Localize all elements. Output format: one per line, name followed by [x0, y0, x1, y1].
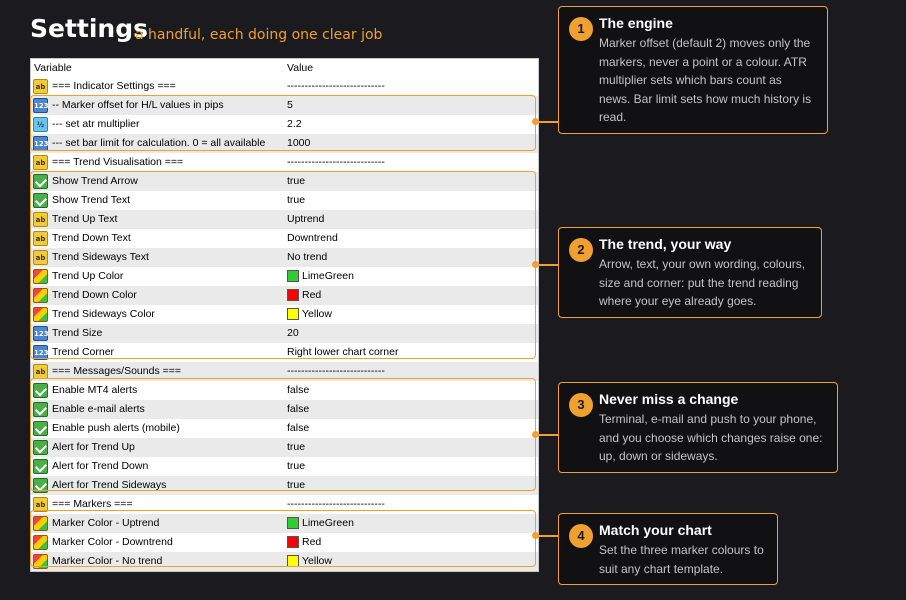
callout-number-badge: 1 [569, 17, 593, 41]
variable-value[interactable]: false [287, 384, 310, 396]
variable-name: Enable push alerts (mobile) [52, 422, 180, 434]
variable-name: === Messages/Sounds === [52, 365, 182, 377]
variable-name: Marker Color - Uptrend [52, 517, 160, 529]
variable-name: --- set atr multiplier [52, 118, 140, 130]
integer-type-icon: 123 [33, 136, 48, 151]
variable-name: Marker Color - Downtrend [52, 536, 173, 548]
callout-line: news. Bar limit sets how much history is [599, 91, 812, 106]
variable-value[interactable]: ---------------------------- [287, 156, 385, 168]
variable-value[interactable]: LimeGreen [302, 517, 354, 529]
connector-dot-1 [532, 118, 539, 125]
table-row[interactable] [31, 153, 538, 172]
variable-value[interactable]: true [287, 175, 306, 187]
variable-name: Trend Up Text [52, 213, 118, 225]
callout-title: The engine [599, 15, 673, 31]
variable-value[interactable]: Red [302, 536, 322, 548]
callout-line: Terminal, e-mail and push to your phone, [599, 412, 817, 426]
variable-name: Trend Size [52, 327, 103, 339]
callout-number-badge: 3 [569, 393, 593, 417]
callout-body [599, 541, 764, 578]
text-type-icon: ab [33, 250, 48, 265]
callout-body [599, 34, 811, 127]
variable-value[interactable]: No trend [287, 251, 328, 263]
column-header-variable: Variable [34, 62, 72, 74]
text-type-icon: ab [33, 497, 48, 512]
variable-value[interactable]: false [287, 422, 310, 434]
group-box-markers [30, 510, 536, 567]
variable-name: Marker Color - No trend [52, 555, 163, 567]
variable-value[interactable]: Yellow [302, 555, 332, 567]
variable-value[interactable]: Right lower chart corner [287, 346, 399, 358]
variable-name: Trend Corner [52, 346, 115, 358]
callout-line: markers, never a point or a colour. ATR [599, 54, 807, 69]
variable-value[interactable]: Red [302, 289, 322, 301]
variable-value[interactable]: ---------------------------- [287, 365, 385, 377]
variable-name: Trend Down Color [52, 289, 137, 301]
text-type-icon: ab [33, 79, 48, 94]
callout-number-badge: 2 [569, 238, 593, 262]
variable-value[interactable]: 1000 [287, 137, 311, 149]
callout-title: Never miss a change [599, 391, 739, 407]
variable-value[interactable]: Yellow [302, 308, 332, 320]
callout-trend [558, 227, 822, 318]
column-header-value: Value [287, 62, 314, 74]
integer-type-icon: 123 [33, 98, 48, 113]
variable-name: Trend Up Color [52, 270, 124, 282]
group-box-alerts [30, 378, 536, 491]
connector-dot-4 [532, 532, 539, 539]
text-type-icon: ab [33, 212, 48, 227]
variable-value[interactable]: 5 [287, 99, 293, 111]
callout-title: The trend, your way [599, 236, 732, 252]
variable-name: Show Trend Arrow [52, 175, 138, 187]
connector-line-1 [536, 121, 558, 123]
variable-name: Show Trend Text [52, 194, 131, 206]
double-type-icon: ½ [33, 117, 48, 132]
variable-value[interactable]: Uptrend [287, 213, 325, 225]
callout-line: and you choose which changes raise one: [599, 430, 823, 445]
variable-value[interactable]: LimeGreen [302, 270, 354, 282]
connector-dot-2 [532, 261, 539, 268]
callout-engine [558, 6, 828, 134]
variable-name: Alert for Trend Up [52, 441, 135, 453]
variable-value[interactable]: false [287, 403, 310, 415]
variable-name: -- Marker offset for H/L values in pips [52, 99, 224, 111]
table-row[interactable] [31, 77, 538, 96]
variable-value[interactable]: true [287, 479, 306, 491]
variable-name: Alert for Trend Sideways [52, 479, 167, 491]
callout-title: Match your chart [599, 522, 712, 538]
variable-name: Trend Sideways Text [52, 251, 149, 263]
variable-value[interactable]: ---------------------------- [287, 498, 385, 510]
connector-line-4 [536, 535, 558, 537]
callout-line: read. [599, 110, 627, 124]
variable-value[interactable]: ---------------------------- [287, 80, 385, 92]
variable-name: Trend Sideways Color [52, 308, 155, 320]
group-box-trend [30, 171, 536, 359]
variable-name: --- set bar limit for calculation. 0 = all available [52, 137, 266, 149]
variable-name: === Markers === [52, 498, 133, 510]
callout-line: Marker offset (default 2) moves only the [599, 36, 811, 50]
callout-line: up, down or sideways. [599, 449, 718, 463]
callout-markers [558, 513, 778, 585]
variable-name: === Trend Visualisation === [52, 156, 184, 168]
callout-line: where your eye already goes. [599, 294, 757, 308]
variable-name: Enable MT4 alerts [52, 384, 138, 396]
variable-value[interactable]: true [287, 194, 306, 206]
connector-dot-3 [532, 431, 539, 438]
variable-value[interactable]: 20 [287, 327, 299, 339]
group-box-engine [30, 95, 536, 151]
text-type-icon: ab [33, 364, 48, 379]
integer-type-icon: 123 [33, 326, 48, 341]
variable-value[interactable]: true [287, 441, 306, 453]
integer-type-icon: 123 [33, 345, 48, 360]
page-subtitle: a handful, each doing one clear job [135, 27, 383, 43]
page-title: Settings [30, 14, 149, 43]
callout-line: multiplier sets which bars count as [599, 73, 782, 87]
callout-line: Arrow, text, your own wording, colours, [599, 257, 806, 271]
text-type-icon: ab [33, 231, 48, 246]
callout-alerts [558, 382, 838, 473]
variable-name: Enable e-mail alerts [52, 403, 145, 415]
callout-body [599, 255, 805, 311]
connector-line-3 [536, 434, 558, 436]
text-type-icon: ab [33, 155, 48, 170]
callout-line: Set the three marker colours to [599, 543, 764, 557]
variable-value[interactable]: Downtrend [287, 232, 338, 244]
variable-name: Trend Down Text [52, 232, 131, 244]
callout-line: size and corner: put the trend reading [599, 275, 799, 290]
callout-body [599, 410, 822, 466]
variable-value[interactable]: 2.2 [287, 118, 302, 130]
variable-value[interactable]: true [287, 460, 306, 472]
callout-number-badge: 4 [569, 524, 593, 548]
callout-line: suit any chart template. [599, 561, 724, 576]
variable-name: === Indicator Settings === [52, 80, 176, 92]
variable-name: Alert for Trend Down [52, 460, 149, 472]
table-header [31, 59, 538, 77]
connector-line-2 [536, 264, 558, 266]
